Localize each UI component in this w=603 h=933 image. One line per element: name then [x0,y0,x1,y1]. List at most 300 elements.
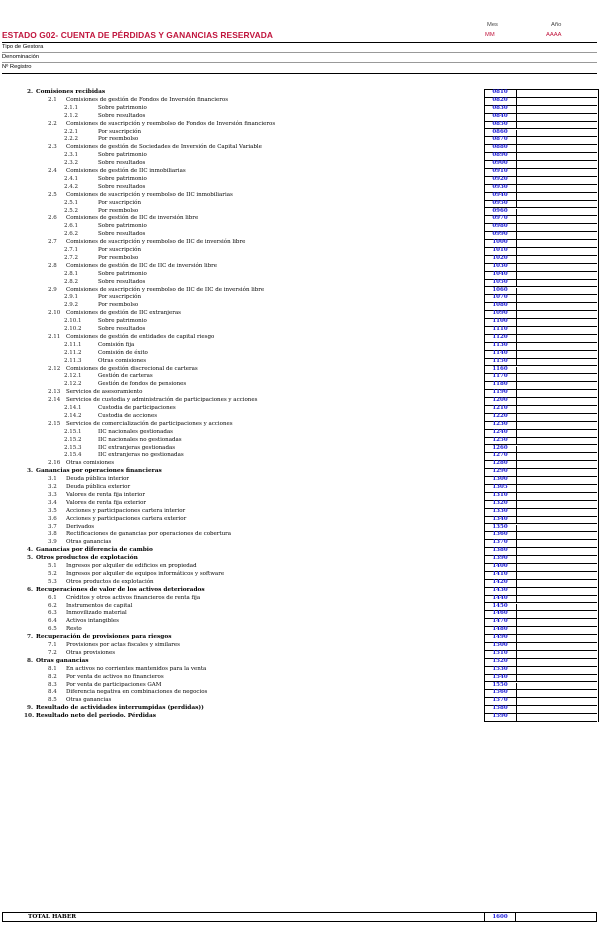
row-number: 8.1 [48,665,57,672]
row-label: Por reembolso [98,254,139,261]
row-label: Valores de renta fija interior [66,491,145,498]
value-input[interactable] [517,635,597,643]
row-code: 1250 [492,436,508,443]
row-code: 1420 [492,578,508,585]
value-input[interactable] [517,627,597,635]
row-label: Instrumentos de capital [66,602,133,609]
value-input[interactable] [517,572,597,580]
row-label: Por reembolso [98,302,139,309]
row-number: 6.4 [48,618,57,625]
row-code: 0900 [492,160,508,167]
row-code: 0830 [492,104,508,111]
row-label: Comisión fija [98,341,135,348]
row-number: 2.14 [48,397,61,404]
row-label: Servicios de comercialización de participaciones y acciones [66,420,233,427]
total-label: TOTAL HABER [28,914,77,920]
row-number: 2. [27,89,34,95]
row-number: 3. [27,468,34,475]
row-number: 7. [27,634,34,641]
row-number: 2.15.1 [64,428,82,435]
row-number: 2.8 [48,262,57,269]
value-input[interactable] [517,667,597,675]
value-input[interactable] [517,406,597,414]
row-code: 1390 [492,555,508,562]
value-input[interactable] [517,517,597,525]
row-number: 8.5 [48,697,57,704]
row-label: Sobre patrimonio [98,104,147,111]
row-label: Sobre patrimonio [98,270,147,277]
value-input[interactable] [517,153,597,161]
value-input[interactable] [517,114,597,122]
row-number: 2.11.3 [64,357,82,364]
row-code: 1180 [492,381,508,388]
row-number: 2.4.1 [64,175,78,182]
row-label: Deuda pública exterior [66,484,131,490]
value-input[interactable] [517,619,597,627]
row-code: 1490 [492,634,508,641]
row-number: 2.9.2 [64,302,78,309]
value-input[interactable] [517,216,597,224]
row-label: Otros productos de explotación [66,578,154,585]
row-code: 1040 [492,270,508,277]
value-input[interactable] [517,367,597,375]
value-input[interactable] [517,390,597,398]
row-number: 5.1 [48,563,57,569]
row-code: 1000 [492,239,508,246]
value-input[interactable] [517,106,597,114]
row-code: 1260 [492,444,508,451]
row-number: 2.7.2 [64,254,78,261]
value-input[interactable] [517,359,597,367]
row-number: 8.4 [48,689,57,696]
row-number: 5.3 [48,578,57,585]
row-code: 1150 [492,357,508,364]
row-code: 1580 [492,705,508,712]
row-code: 1360 [492,531,508,538]
value-input[interactable] [517,525,597,533]
value-input[interactable] [517,256,597,264]
row-code: 1240 [492,428,508,435]
row-label: Ganancias por operaciones financieras [36,468,162,475]
row-number: 2.11.2 [64,349,82,356]
row-number: 2.9 [48,286,57,293]
value-input[interactable] [517,185,597,193]
value-input[interactable] [517,604,597,612]
value-input[interactable] [517,548,597,556]
value-input[interactable] [517,501,597,509]
value-input[interactable] [517,98,597,106]
row-number: 2.14.1 [64,405,82,411]
row-number: 2.12 [48,365,61,372]
row-label: Por suscripción [98,199,142,206]
row-number: 3.3 [48,491,57,498]
value-input[interactable] [517,193,597,201]
row-number: 2.10.2 [64,326,82,332]
row-label: Comisiones de suscripción y reembolso de Fondos de Inversión financieros [66,120,276,127]
row-number: 6.5 [48,626,57,633]
row-code: 0960 [492,207,508,214]
value-input[interactable] [517,90,597,98]
value-input[interactable] [517,177,597,185]
row-label: Sobre patrimonio [98,318,147,325]
row-label: Comisiones de gestión de IIC de inversión libre [66,215,199,222]
value-input[interactable] [517,232,597,240]
value-input[interactable] [517,611,597,619]
row-code: 0940 [492,191,508,198]
row-code: 1160 [492,365,508,372]
mes-value: MM [485,32,495,38]
row-number: 2.6 [48,215,57,222]
value-input[interactable] [517,485,597,493]
row-number: 4. [27,547,34,554]
value-input[interactable] [517,209,597,217]
title-rule [2,42,597,43]
value-input[interactable] [517,588,597,596]
row-code: 0980 [492,223,508,230]
row-label: Por venta de activos no financieros [66,673,164,680]
row-number: 9. [27,705,34,712]
row-code: 0870 [492,136,508,143]
row-code: 0930 [492,183,508,190]
row-label: Comisiones de gestión de IIC extranjeras [66,310,181,317]
row-code: 0890 [492,152,508,159]
meta-tipo-gestora: Tipo de Gestora [2,44,44,50]
row-label: Comisiones de gestión de Sociedades de Inversión de Capital Variable [66,144,262,151]
row-label: Custodia de acciones [98,412,158,419]
value-input[interactable] [517,311,597,319]
row-number: 7.2 [48,649,57,656]
row-number: 2.2.2 [64,136,78,143]
row-code: 1130 [492,341,508,348]
value-input[interactable] [517,651,597,659]
row-label: Sobre patrimonio [98,175,147,182]
row-code: 1080 [492,302,508,309]
row-number: 3.4 [48,499,57,506]
row-code: 1280 [492,460,508,467]
row-number: 2.3.2 [64,160,78,167]
value-input[interactable] [517,477,597,485]
row-number: 2.11 [48,333,61,340]
row-code: 1210 [492,405,508,411]
row-label: Sobre resultados [98,112,146,119]
row-code: 1310 [492,491,508,498]
value-input[interactable] [517,272,597,280]
row-label: IIC extranjeras gestionadas [98,444,176,451]
row-code: 1590 [492,713,508,720]
row-label: Gestión de fondos de pensiones [98,381,187,388]
row-label: Sobre patrimonio [98,152,147,159]
row-label: Comisiones de gestión de IIC inmobiliarias [66,168,186,174]
row-code: 1090 [492,310,508,317]
row-label: Activos intangibles [66,618,119,625]
value-input[interactable] [517,130,597,138]
row-label: Comisiones recibidas [36,89,106,95]
row-label: Comisiones de gestión de Fondos de Inversión financieros [66,96,229,103]
meta-rule [2,73,597,74]
value-input[interactable] [517,303,597,311]
row-label: Por reembolso [98,207,139,214]
row-number: 3.5 [48,507,57,514]
row-label: Recuperaciones de valor de los activos deteriorados [36,586,205,593]
row-label: Por suscripción [98,247,142,253]
row-code: 1010 [492,247,508,253]
row-code: 0860 [492,128,508,135]
row-label: Acciones y participaciones cartera exterior [66,515,187,522]
row-number: 2.2.1 [64,128,78,135]
value-input[interactable] [517,683,597,691]
value-input[interactable] [517,382,597,390]
row-number: 2.8.1 [64,270,78,277]
total-value-input[interactable] [517,913,596,921]
row-code: 0880 [492,144,508,151]
value-input[interactable] [517,596,597,604]
value-input[interactable] [517,327,597,335]
row-label: Provisiones por actas fiscales y similares [66,642,180,648]
ano-value: AAAA [546,32,562,38]
row-label: Derivados [66,523,95,530]
value-input[interactable] [517,706,597,714]
value-input[interactable] [517,422,597,430]
row-number: 2.16 [48,460,61,467]
row-code: 1540 [492,673,508,680]
row-label: Sobre resultados [98,183,146,190]
row-code: 1100 [492,318,508,325]
row-number: 3.6 [48,515,57,522]
row-number: 2.7.1 [64,247,78,253]
row-label: Rectificaciones de ganancias por operaciones de cobertura [66,531,232,538]
value-input[interactable] [517,509,597,517]
row-code: 1550 [492,681,508,688]
row-code: 1320 [492,499,508,506]
value-input[interactable] [517,690,597,698]
row-label: Por reembolso [98,136,139,143]
row-label: Resultado neto del periodo. Pérdidas [36,713,156,720]
row-code: 1400 [492,563,508,569]
value-input[interactable] [517,343,597,351]
row-number: 2.3.1 [64,152,78,159]
value-input[interactable] [517,137,597,145]
value-input[interactable] [517,430,597,438]
row-number: 2.5 [48,191,57,198]
total-code: 1600 [492,914,508,920]
row-number: 10. [24,713,35,720]
row-label: Servicios de asesoramiento [66,389,143,396]
row-label: Comisiones de suscripción y reembolso de IIC inmobiliarias [66,191,233,198]
row-number: 2.8.2 [64,278,78,285]
row-code: 0950 [492,199,508,206]
row-number: 2.1 [48,96,57,103]
value-input[interactable] [517,398,597,406]
row-label: Servicios de custodia y administración de participaciones y acciones [66,397,258,404]
row-code: 0850 [492,120,508,127]
row-number: 2.10 [48,310,61,317]
row-number: 2.15.2 [64,436,82,443]
row-code: 1140 [492,349,508,356]
page-title: ESTADO G02- CUENTA DE PÉRDIDAS Y GANANCIAS RESERVADA [2,30,274,40]
value-input[interactable] [517,469,597,477]
row-number: 2.9.1 [64,294,78,301]
value-input[interactable] [517,659,597,667]
row-label: Otras comisiones [66,460,115,467]
row-label: Otras ganancias [36,657,89,664]
row-number: 2.2 [48,120,57,127]
row-code: 1200 [492,397,508,404]
row-label: Créditos y otros activos financieros de renta fija [66,594,201,601]
row-number: 2.4 [48,168,57,174]
row-number: 3.7 [48,523,57,530]
row-code: 1230 [492,420,508,427]
row-label: Custodia de participaciones [98,405,176,411]
row-code: 1350 [492,523,508,530]
row-number: 7.1 [48,642,57,648]
value-input[interactable] [517,335,597,343]
row-code: 1020 [492,254,508,261]
row-code: 1330 [492,507,508,514]
value-input[interactable] [517,351,597,359]
row-label: Acciones y participaciones cartera interior [66,507,186,514]
value-input[interactable] [517,643,597,651]
row-code: 1050 [492,278,508,285]
row-label: Comisiones de suscripción y reembolso de IIC de IIC de inversión libre [66,286,265,293]
value-input[interactable] [517,374,597,382]
value-input[interactable] [517,540,597,548]
row-code: 0970 [492,215,508,222]
value-input[interactable] [517,532,597,540]
meta-rule [2,62,597,63]
row-code: 1370 [492,539,508,546]
row-number: 2.15.3 [64,444,82,451]
row-number: 8.2 [48,673,57,680]
value-input[interactable] [517,564,597,572]
value-input[interactable] [517,288,597,296]
row-code: 0820 [492,96,508,103]
row-code: 1305 [492,484,508,490]
row-number: 6. [27,586,34,593]
row-code: 1190 [492,389,508,396]
meta-denominacion: Denominación [2,54,40,60]
value-input[interactable] [517,675,597,683]
value-input[interactable] [517,580,597,588]
row-label: Resultado de actividades interrumpidas (perdidas)) [36,705,204,712]
row-label: Gestión de carteras [98,373,153,380]
row-number: 2.12.1 [64,373,82,380]
row-label: Recuperación de provisiones para riesgos [36,634,172,641]
value-input[interactable] [517,414,597,422]
row-label: Ingresos por alquiler de edificios en propiedad [66,563,197,569]
row-number: 3.1 [48,476,57,483]
row-number: 2.13 [48,389,61,396]
row-code: 1460 [492,610,508,617]
row-label: Comisiones de gestión de IIC de IIC de inversión libre [66,262,218,269]
row-label: Por suscripción [98,128,142,135]
row-label: Sobre resultados [98,326,146,332]
row-code: 1480 [492,626,508,633]
row-code: 1570 [492,697,508,704]
row-label: Comisiones de gestión de entidades de capital riesgo [66,333,215,340]
value-input[interactable] [517,280,597,288]
row-number: 2.10.1 [64,318,82,325]
value-input[interactable] [517,248,597,256]
row-code: 0920 [492,175,508,182]
value-input[interactable] [517,295,597,303]
row-label: Ingresos por alquiler de equipos informáticos y software [66,570,225,577]
row-number: 3.2 [48,484,57,490]
row-code: 1110 [492,326,508,332]
row-number: 2.1.2 [64,112,78,119]
row-label: Comisiones de gestión discrecional de carteras [66,365,198,372]
row-label: Deuda pública interior [66,476,130,483]
row-code: 1220 [492,412,508,419]
row-code: 1500 [492,642,508,648]
row-label: Comisión de éxito [98,349,148,356]
row-code: 1270 [492,452,508,459]
row-number: 6.3 [48,610,57,617]
row-code: 1170 [492,373,508,380]
mes-label: Mes [487,22,498,28]
value-input[interactable] [517,714,597,722]
meta-registro: Nº Registro [2,64,32,70]
row-number: 6.2 [48,602,57,609]
value-input[interactable] [517,461,597,469]
row-label: Ganancias por diferencia de cambio [36,547,153,554]
row-code: 1510 [492,649,508,656]
row-number: 2.5.2 [64,207,78,214]
row-code: 1520 [492,657,508,664]
row-number: 2.11.1 [64,341,82,348]
row-label: Otras provisiones [66,649,116,656]
value-input[interactable] [517,493,597,501]
row-code: 1060 [492,286,508,293]
value-input[interactable] [517,224,597,232]
row-code: 1030 [492,262,508,269]
row-code: 1560 [492,689,508,696]
value-input[interactable] [517,201,597,209]
row-code: 0840 [492,112,508,119]
row-label: Resto [66,626,82,633]
row-number: 2.15.4 [64,452,82,459]
row-number: 2.14.2 [64,412,82,419]
value-input[interactable] [517,122,597,130]
row-label: Por suscripción [98,294,142,301]
value-input[interactable] [517,264,597,272]
row-label: Sobre patrimonio [98,223,147,230]
row-number: 2.15 [48,420,61,427]
row-code: 0990 [492,231,508,238]
row-code: 0910 [492,168,508,174]
value-input[interactable] [517,446,597,454]
row-label: Diferencia negativa en combinaciones de negocios [66,689,208,696]
value-input[interactable] [517,145,597,153]
value-input[interactable] [517,169,597,177]
row-code: 1120 [492,333,508,340]
value-input[interactable] [517,161,597,169]
value-input[interactable] [517,556,597,564]
value-input[interactable] [517,453,597,461]
row-code: 1410 [492,570,508,577]
row-label: Otras ganancias [66,539,112,546]
row-number: 2.6.2 [64,231,78,238]
value-input[interactable] [517,438,597,446]
row-number: 2.3 [48,144,57,151]
row-label: Otras ganancias [66,697,112,704]
row-number: 3.8 [48,531,57,538]
value-input[interactable] [517,319,597,327]
value-input[interactable] [517,240,597,248]
row-number: 2.1.1 [64,104,78,111]
row-label: Otros productos de explotación [36,555,138,562]
value-input[interactable] [517,698,597,706]
row-label: IIC nacionales no gestionadas [98,436,182,443]
